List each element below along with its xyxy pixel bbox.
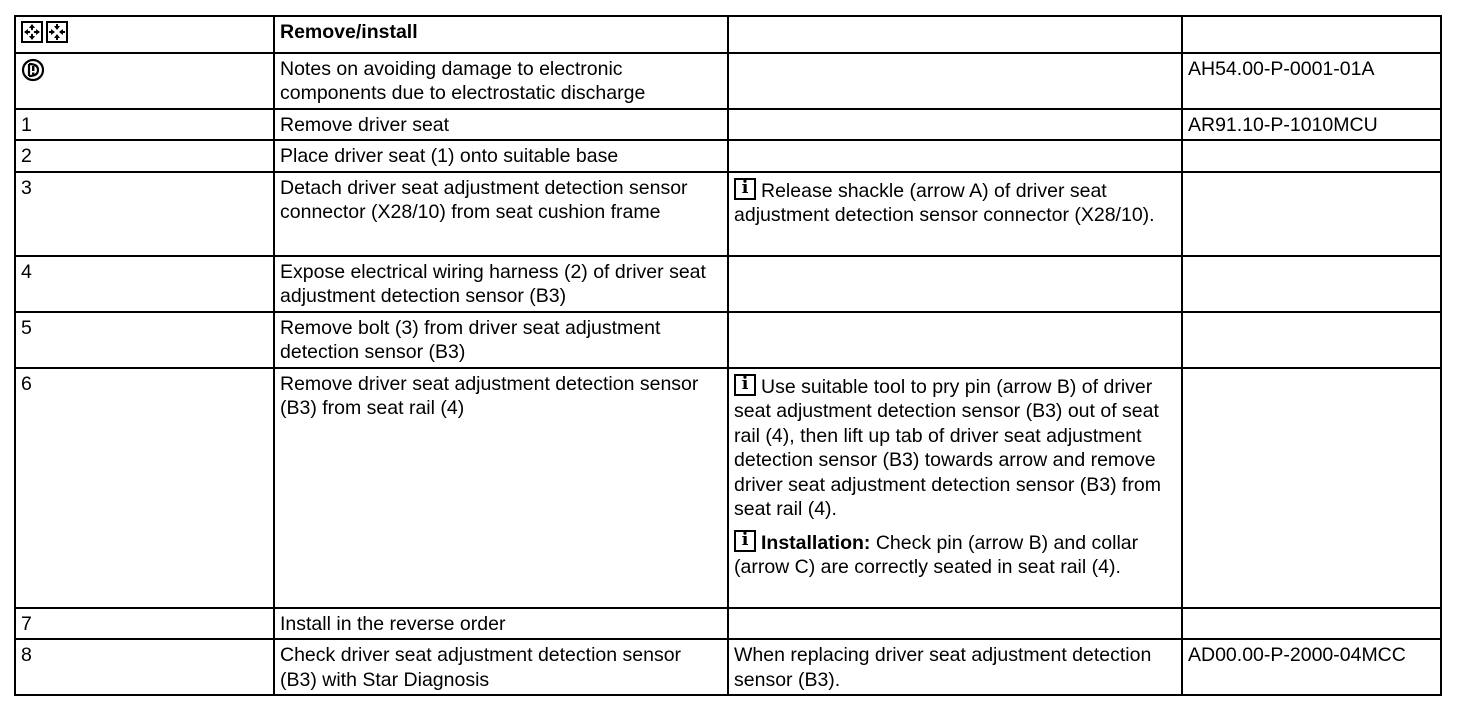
step-row <box>15 256 1441 312</box>
esd-icon-cell <box>15 53 274 109</box>
step-text: Detach driver seat adjustment detection sensor connector (X28/10) from seat cushion frame <box>274 172 728 256</box>
step-reference <box>1182 172 1441 256</box>
step-note <box>728 256 1182 312</box>
info-icon <box>734 530 756 552</box>
step-text: Install in the reverse order <box>274 608 728 640</box>
esd-reference-link[interactable]: AH54.00-P-0001-01A <box>1188 57 1375 80</box>
step-row <box>15 109 1441 141</box>
step-row <box>15 140 1441 172</box>
esd-note-cell <box>728 53 1182 109</box>
step-number: 3 <box>15 172 274 256</box>
step-row <box>15 312 1441 368</box>
step-number: 5 <box>15 312 274 368</box>
step-reference-link[interactable]: AR91.10-P-1010MCU <box>1188 113 1378 136</box>
step-number: 1 <box>15 109 274 141</box>
step-number: 2 <box>15 140 274 172</box>
step-note <box>728 109 1182 141</box>
step-number: 7 <box>15 608 274 640</box>
step-reference <box>1182 140 1441 172</box>
step-number: 8 <box>15 639 274 695</box>
step-note <box>728 172 1182 256</box>
header-title-cell <box>274 16 728 53</box>
header-empty-cell <box>728 16 1182 53</box>
esd-row <box>15 53 1441 109</box>
step-reference <box>1182 608 1441 640</box>
info-icon <box>734 178 756 200</box>
step-reference-link[interactable]: AD00.00-P-2000-04MCC <box>1188 644 1406 666</box>
step-row <box>15 639 1441 695</box>
step-note <box>728 312 1182 368</box>
step-number: 6 <box>15 368 274 608</box>
step-row <box>15 608 1441 640</box>
step-number: 4 <box>15 256 274 312</box>
header-row <box>15 16 1441 53</box>
info-note: iRelease shackle (arrow A) of driver seat adjustment detection sensor connector (X28/10). <box>734 178 1177 228</box>
step-note: When replacing driver seat adjustment detection sensor (B3). <box>728 639 1182 695</box>
remove-icon <box>21 21 43 43</box>
step-reference <box>1182 639 1441 695</box>
esd-warning-icon <box>21 58 45 82</box>
step-reference <box>1182 109 1441 141</box>
procedure-table <box>14 15 1442 696</box>
step-row <box>15 368 1441 608</box>
step-text: Remove driver seat adjustment detection sensor (B3) from seat rail (4) <box>274 368 728 608</box>
install-icon <box>46 21 68 43</box>
esd-text: Notes on avoiding damage to electronic components due to electrostatic discharge <box>280 57 646 104</box>
info-note-installation: iInstallation: Check pin (arrow B) and collar (arrow C) are correctly seated in seat rail (4). <box>734 530 1177 580</box>
step-note <box>728 608 1182 640</box>
step-text: Remove bolt (3) from driver seat adjustment detection sensor (B3) <box>274 312 728 368</box>
info-icon <box>734 374 756 396</box>
step-text: Check driver seat adjustment detection sensor (B3) with Star Diagnosis <box>274 639 728 695</box>
step-reference <box>1182 256 1441 312</box>
step-row <box>15 172 1441 256</box>
step-text: Remove driver seat <box>274 109 728 141</box>
header-icons-cell <box>15 16 274 53</box>
step-note <box>728 140 1182 172</box>
header-empty-cell <box>1182 16 1441 53</box>
step-reference <box>1182 368 1441 608</box>
step-text: Place driver seat (1) onto suitable base <box>274 140 728 172</box>
header-title: Remove/install <box>280 21 418 43</box>
step-text: Expose electrical wiring harness (2) of driver seat adjustment detection sensor (B3) <box>274 256 728 312</box>
step-note <box>728 368 1182 608</box>
step-reference <box>1182 312 1441 368</box>
info-note: iUse suitable tool to pry pin (arrow B) of driver seat adjustment detection sensor (B3) out of seat rail (4), then lift up tab of driver seat adjustment detection sensor (B3) towards arrow and remove driver seat adjustment detection sensor (B3) from seat rail (4). <box>734 374 1177 522</box>
esd-text-cell <box>274 53 728 109</box>
esd-reference-cell <box>1182 53 1441 109</box>
